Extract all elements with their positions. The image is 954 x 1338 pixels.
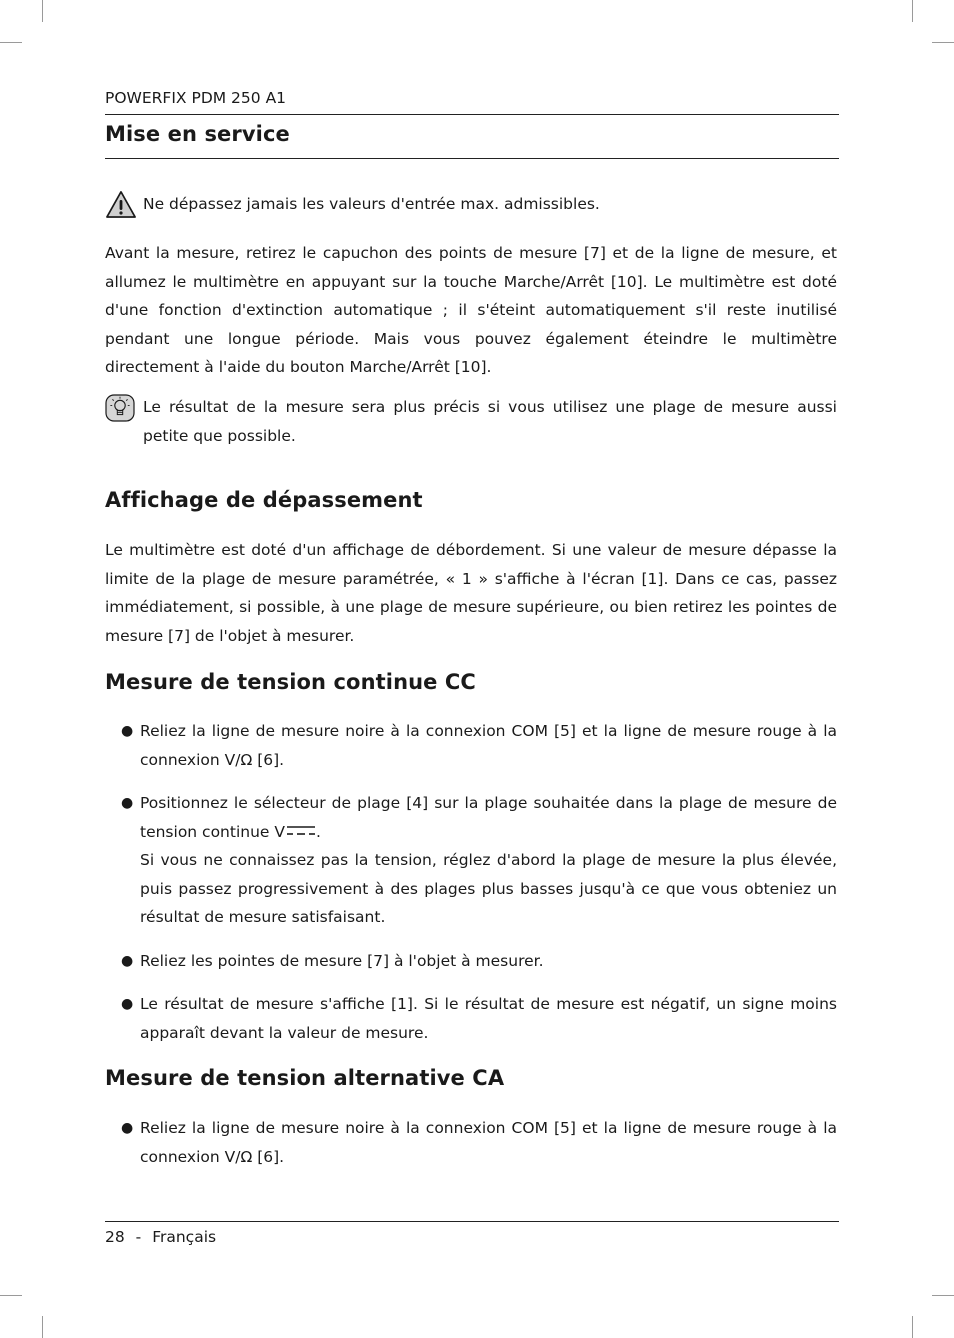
bullet-icon: ● — [121, 996, 134, 1012]
paragraph-depassement: Le multimètre est doté d'un affichage de débordement. Si une valeur de mesure dépasse la limite de la plage de mesure paramétrée, « 1 » s'affiche à l'écran [1]. Dans ce cas, passez immédiatement, si possible, à une plage de mesure supérieure, ou bien retirez les pointes de mesure [7] de l'objet à mesurer. — [105, 541, 837, 645]
section-title-mise-en-service: Mise en service — [105, 122, 290, 146]
warning-text: Ne dépassez jamais les valeurs d'entrée max. admissibles. — [143, 195, 600, 213]
footer-separator: - — [135, 1228, 142, 1246]
tip-text: Le résultat de la mesure sera plus précis si vous utilisez une plage de mesure aussi petite que possible. — [143, 398, 837, 445]
crop-mark — [912, 1316, 913, 1338]
section-title-tension-cc: Mesure de tension continue CC — [105, 670, 476, 694]
bullet-icon: ● — [121, 723, 134, 739]
bullet-icon: ● — [121, 795, 134, 811]
paragraph-mise-en-service: Avant la mesure, retirez le capuchon des points de mesure [7] et de la ligne de mesure, et allumez le multimètre en appuyant sur la touche Marche/Arrêt [10]. Le multimètre est doté d'une fonction d'extinction automatique ; il s'éteint automatiquement s'il reste inutilisé pendant une longue période. Mais vous pouvez également éteindre le multimètre directement à l'aide du bouton Marche/Arrêt [10]. — [105, 244, 837, 377]
page-number: 28 — [105, 1228, 125, 1246]
bullet-icon: ● — [121, 1120, 134, 1136]
header-rule — [105, 114, 839, 115]
list-item-text — [140, 789, 837, 932]
section-title-depassement: Affichage de dépassement — [105, 488, 423, 512]
footer-language: Français — [152, 1228, 217, 1246]
section-title-tension-ca: Mesure de tension alternative CA — [105, 1066, 505, 1090]
crop-mark — [42, 0, 43, 22]
list-item-text-part: Si vous ne connaissez pas la tension, réglez d'abord la plage de mesure la plus élevée, puis passez progressivement à des plages plus basses jusqu'à ce que vous obteniez un résultat de mesure satisfaisant. — [140, 851, 837, 927]
crop-mark — [912, 0, 913, 22]
list-item-text: Le résultat de mesure s'affiche [1]. Si le résultat de mesure est négatif, un signe moins apparaît devant la valeur de mesure. — [140, 995, 837, 1042]
lightbulb-icon — [105, 394, 135, 426]
crop-mark — [0, 1295, 22, 1296]
list-item-text: Reliez la ligne de mesure noire à la connexion COM [5] et la ligne de mesure rouge à la connexion V/Ω [6]. — [140, 722, 837, 769]
running-header: POWERFIX PDM 250 A1 — [105, 89, 287, 107]
crop-mark — [0, 42, 22, 43]
tip-note — [105, 393, 839, 453]
warning-note — [105, 190, 839, 222]
crop-mark — [932, 1295, 954, 1296]
bullet-icon: ● — [121, 953, 134, 969]
section-rule — [105, 158, 839, 159]
list-item-text-part: Positionnez le sélecteur de plage [4] sur la plage souhaitée dans la plage de mesure de tension continue V — [140, 794, 837, 841]
footer-rule — [105, 1221, 839, 1222]
warning-triangle-icon — [105, 190, 137, 224]
crop-mark — [42, 1316, 43, 1338]
crop-mark — [932, 42, 954, 43]
page-footer — [105, 1228, 216, 1246]
list-item-text: Reliez les pointes de mesure [7] à l'objet à mesurer. — [140, 952, 544, 970]
list-item-text-end: . — [315, 822, 321, 841]
list-item-text: Reliez la ligne de mesure noire à la connexion COM [5] et la ligne de mesure rouge à la connexion V/Ω [6]. — [140, 1119, 837, 1166]
dc-voltage-icon — [286, 818, 316, 830]
